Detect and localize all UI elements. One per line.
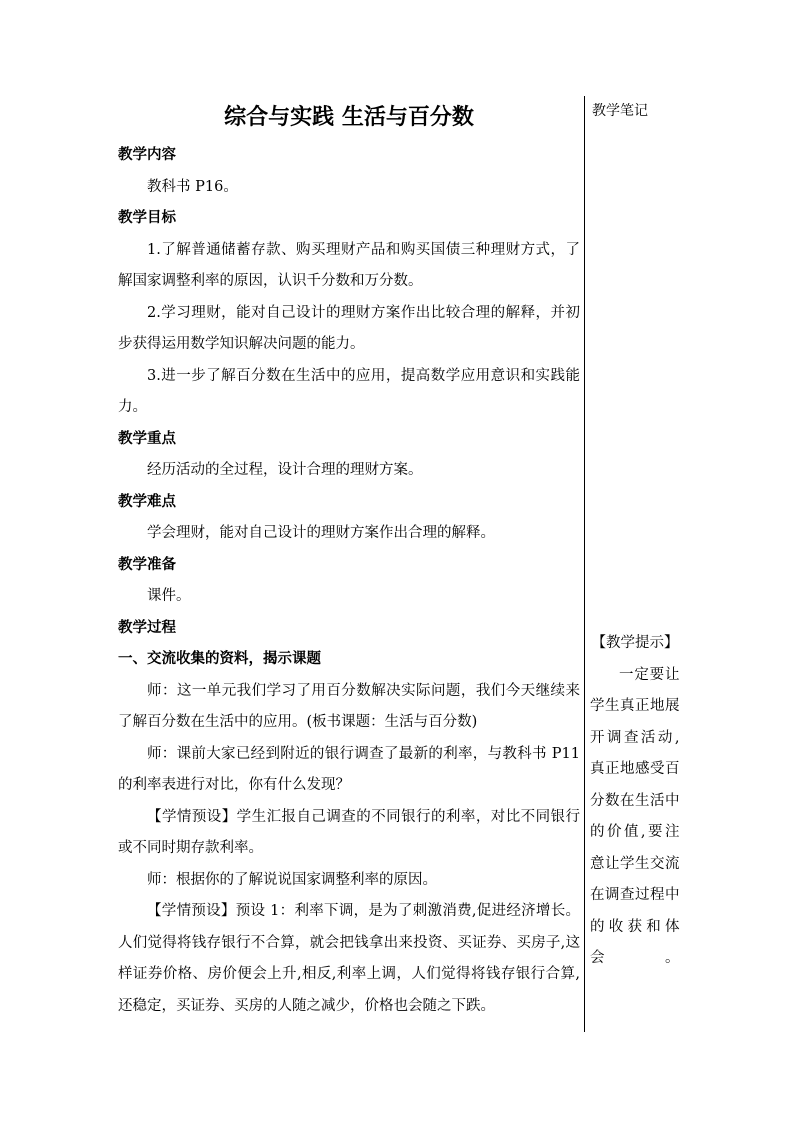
paragraph: 师：根据你的了解说说国家调整利率的原因。 <box>147 871 437 888</box>
section-objectives <box>118 203 580 424</box>
section-heading: 教学过程 <box>118 619 176 636</box>
section-difficulties <box>118 487 580 550</box>
tip-text: 一定要让学生真正地展开调查活动,真正地感受百分数在生活中的价值,要注意让学生交流在调查过程中的收获和体会。 <box>590 666 680 966</box>
page-title: 综合与实践 生活与百分数 <box>224 105 474 130</box>
main-column <box>118 98 580 1022</box>
section-preparation <box>118 550 580 613</box>
paragraph: 【学情预设】学生汇报自己调查的不同银行的利率，对比不同银行或不同时期存款利率。 <box>118 808 580 856</box>
section-part-one <box>118 644 580 1022</box>
paragraph: 师：这一单元我们学习了用百分数解决实际问题，我们今天继续来了解百分数在生活中的应用。(板书课题：生活与百分数) <box>118 682 580 730</box>
tip-title: 【教学提示】 <box>591 635 679 651</box>
section-heading: 教学难点 <box>118 493 176 510</box>
teaching-tip-box <box>590 628 680 975</box>
paragraph: 【学情预设】预设 1：利率下调，是为了刺激消费,促进经济增长。人们觉得将钱存银行不合算，就会把钱拿出来投资、买证券、买房子,这样证券价格、房价便会上升,相反,利率上调，人们觉得将钱存银行合算,还稳定，买证券、买房的人随之减少，价格也会随之下跌。 <box>118 903 580 1014</box>
paragraph: 课件。 <box>147 588 191 604</box>
paragraph: 教科书 P16。 <box>147 178 238 195</box>
paragraph: 经历活动的全过程，设计合理的理财方案。 <box>147 462 423 478</box>
section-process <box>118 613 580 645</box>
section-heading: 教学目标 <box>118 210 176 226</box>
paragraph: 学会理财，能对自己设计的理财方案作出合理的解释。 <box>147 525 495 541</box>
section-content <box>118 140 580 203</box>
column-divider <box>584 96 585 1032</box>
paragraph: 师：课前大家已经到附近的银行调查了最新的利率，与教科书 P11 的利率表进行对比，你有什么发现？ <box>118 745 580 793</box>
section-heading: 教学重点 <box>118 430 176 447</box>
section-heading: 教学准备 <box>118 556 176 573</box>
notes-header: 教学笔记 <box>592 103 648 119</box>
paragraph: 2.学习理财，能对自己设计的理财方案作出比较合理的解释，并初步获得运用数学知识解决问题的能力。 <box>118 304 580 352</box>
section-heading: 教学内容 <box>118 147 176 163</box>
paragraph: 1.了解普通储蓄存款、购买理财产品和购买国债三种理财方式，了解国家调整利率的原因，认识千分数和万分数。 <box>118 241 580 289</box>
section-key-points <box>118 424 580 487</box>
paragraph: 3.进一步了解百分数在生活中的应用，提高数学应用意识和实践能力。 <box>118 367 580 415</box>
section-heading: 一、交流收集的资料，揭示课题 <box>118 651 321 667</box>
